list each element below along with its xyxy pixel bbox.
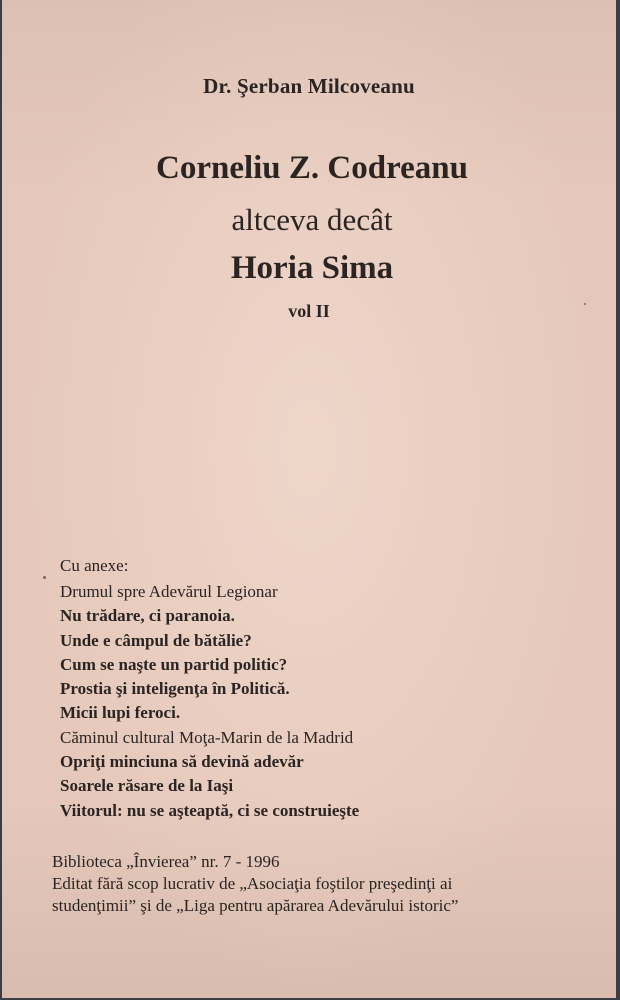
annex-item: Nu trădare, ci paranoia. [60,606,235,626]
annex-item: Micii lupi feroci. [60,703,181,723]
annex-item: Căminul cultural Moţa-Marin de la Madrid [60,727,354,747]
title-line-2: altceva decât [231,202,393,237]
publisher-line-1: Editat fără scop lucrativ de „Asociaţia foştilor preşedinţi ai [52,874,453,893]
series-line: Biblioteca „Învierea” nr. 7 - 1996 [52,852,280,871]
volume-label: vol II [288,301,330,321]
annexes-list [60,580,359,823]
annex-item: Opriţi minciuna să devină adevăr [60,752,304,772]
annex-item: Soarele răsare de la Iaşi [60,776,234,796]
paper-speck [584,303,586,305]
publisher-line-2: studenţimii” şi de „Liga pentru apărarea Adevărului istoric” [52,896,459,915]
annexes-heading: Cu anexe: [60,556,129,575]
annex-item: Cum se naşte un partid politic? [60,654,288,674]
title-line-3: Horia Sima [230,250,394,286]
author-name: Dr. Şerban Milcoveanu [203,74,415,98]
title-line-1: Corneliu Z. Codreanu [155,150,469,186]
annex-item: Drumul spre Adevărul Legionar [60,582,278,601]
publication-info [52,851,458,917]
annex-item: Viitorul: nu se aşteaptă, ci se construieşte [60,800,360,820]
annex-item: Unde e câmpul de bătălie? [60,630,252,650]
book-title-page [2,0,616,998]
annex-item: Prostia şi inteligenţa în Politică. [60,679,290,699]
paper-speck [43,576,46,579]
